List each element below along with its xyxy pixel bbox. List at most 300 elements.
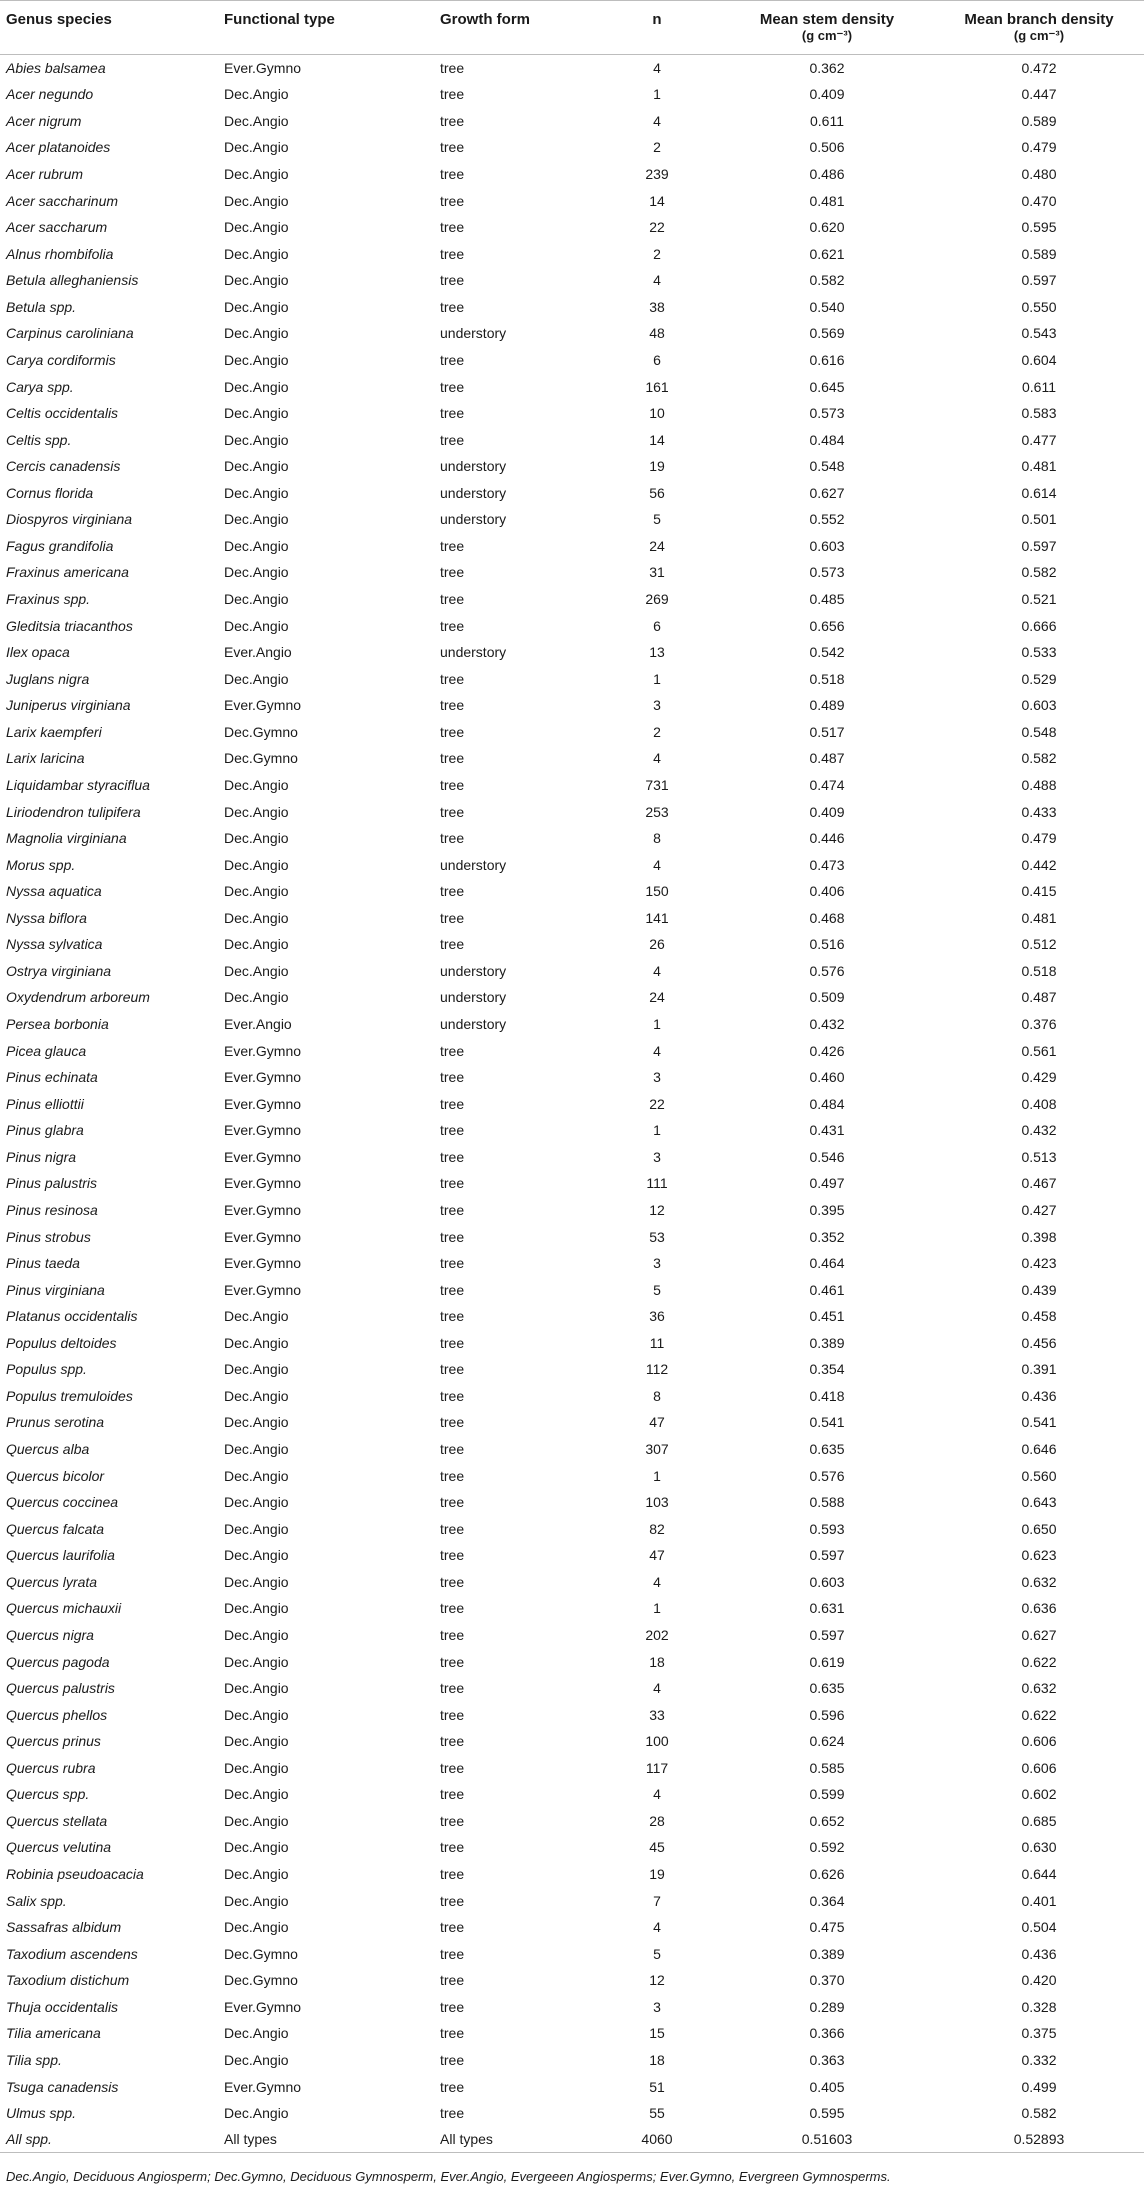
cell-mean-branch-density: 0.442 bbox=[1021, 856, 1057, 873]
cell-growth-form: tree bbox=[440, 139, 465, 156]
cell-mean-branch-density: 0.504 bbox=[1021, 1919, 1057, 1936]
cell-genus-species: Magnolia virginiana bbox=[6, 830, 127, 847]
cell-functional-type: Dec.Angio bbox=[224, 431, 289, 448]
cell-n: 11 bbox=[649, 1334, 665, 1351]
table-row bbox=[0, 1489, 1144, 1516]
cell-growth-form: tree bbox=[440, 272, 465, 289]
cell-mean-stem-density: 0.619 bbox=[809, 1653, 845, 1670]
cell-mean-stem-density: 0.364 bbox=[809, 1892, 845, 1909]
cell-mean-branch-density: 0.597 bbox=[1021, 537, 1057, 554]
cell-n: 2 bbox=[653, 139, 661, 156]
cell-functional-type: Dec.Angio bbox=[224, 803, 289, 820]
cell-genus-species: Quercus spp. bbox=[6, 1786, 90, 1803]
cell-mean-branch-density: 0.650 bbox=[1021, 1520, 1057, 1537]
cell-functional-type: Dec.Angio bbox=[224, 166, 289, 183]
header-mean-stem-density bbox=[720, 1, 934, 55]
cell-mean-stem-density: 0.418 bbox=[809, 1387, 845, 1404]
table-row bbox=[0, 134, 1144, 161]
cell-mean-stem-density: 0.485 bbox=[809, 591, 845, 608]
cell-mean-stem-density: 0.616 bbox=[809, 351, 845, 368]
cell-genus-species: Quercus falcata bbox=[6, 1520, 105, 1537]
cell-functional-type: Dec.Angio bbox=[224, 670, 289, 687]
cell-functional-type: Dec.Angio bbox=[224, 1839, 289, 1856]
cell-mean-branch-density: 0.488 bbox=[1021, 776, 1057, 793]
cell-mean-branch-density: 0.479 bbox=[1021, 830, 1057, 847]
cell-growth-form: tree bbox=[440, 1866, 465, 1883]
table-row bbox=[0, 1383, 1144, 1410]
cell-mean-stem-density: 0.541 bbox=[809, 1414, 845, 1431]
cell-functional-type: Dec.Angio bbox=[224, 192, 289, 209]
table-row bbox=[0, 1144, 1144, 1171]
cell-n: 7 bbox=[653, 1892, 661, 1909]
cell-genus-species: Nyssa biflora bbox=[6, 909, 87, 926]
cell-functional-type: Dec.Angio bbox=[224, 1600, 289, 1617]
cell-genus-species: Taxodium ascendens bbox=[6, 1945, 138, 1962]
cell-functional-type: Ever.Gymno bbox=[224, 1095, 302, 1112]
cell-mean-branch-density: 0.470 bbox=[1021, 192, 1057, 209]
cell-genus-species: Tilia americana bbox=[6, 2025, 101, 2042]
cell-genus-species: Nyssa sylvatica bbox=[6, 936, 103, 953]
cell-mean-stem-density: 0.621 bbox=[809, 245, 845, 262]
cell-n: 4 bbox=[653, 1786, 661, 1803]
cell-growth-form: tree bbox=[440, 1998, 465, 2015]
cell-mean-branch-density: 0.636 bbox=[1021, 1600, 1057, 1617]
table-row bbox=[0, 1250, 1144, 1277]
cell-growth-form: tree bbox=[440, 166, 465, 183]
cell-mean-stem-density: 0.576 bbox=[809, 1467, 845, 1484]
cell-n: 161 bbox=[645, 378, 669, 395]
cell-genus-species: Diospyros virginiana bbox=[6, 511, 133, 528]
cell-functional-type: Dec.Angio bbox=[224, 405, 289, 422]
cell-mean-stem-density: 0.409 bbox=[809, 803, 845, 820]
cell-growth-form: tree bbox=[440, 431, 465, 448]
cell-functional-type: Ever.Gymno bbox=[224, 1122, 302, 1139]
table-row bbox=[0, 1462, 1144, 1489]
cell-growth-form: tree bbox=[440, 803, 465, 820]
cell-mean-stem-density: 0.597 bbox=[809, 1626, 845, 1643]
cell-mean-stem-density: 0.585 bbox=[809, 1759, 845, 1776]
cell-genus-species: Juniperus virginiana bbox=[6, 697, 131, 714]
cell-growth-form: tree bbox=[440, 1786, 465, 1803]
cell-functional-type: Dec.Angio bbox=[224, 1334, 289, 1351]
cell-growth-form: tree bbox=[440, 1547, 465, 1564]
cell-mean-stem-density: 0.363 bbox=[809, 2051, 845, 2068]
cell-growth-form: tree bbox=[440, 776, 465, 793]
cell-mean-branch-density: 0.595 bbox=[1021, 219, 1057, 236]
cell-genus-species: Carpinus caroliniana bbox=[6, 325, 134, 342]
cell-genus-species: Fraxinus americana bbox=[6, 564, 129, 581]
table-row bbox=[0, 240, 1144, 267]
cell-n: 202 bbox=[645, 1626, 669, 1643]
cell-n: 15 bbox=[649, 2025, 665, 2042]
cell-n: 31 bbox=[649, 564, 665, 581]
cell-n: 24 bbox=[649, 537, 665, 554]
cell-n: 12 bbox=[649, 1972, 665, 1989]
cell-mean-branch-density: 0.401 bbox=[1021, 1892, 1057, 1909]
cell-functional-type: Dec.Angio bbox=[224, 1308, 289, 1325]
cell-mean-branch-density: 0.499 bbox=[1021, 2078, 1057, 2095]
cell-growth-form: tree bbox=[440, 591, 465, 608]
cell-growth-form: tree bbox=[440, 1069, 465, 1086]
cell-genus-species: Celtis occidentalis bbox=[6, 405, 119, 422]
cell-mean-stem-density: 0.592 bbox=[809, 1839, 845, 1856]
cell-n: 33 bbox=[649, 1706, 665, 1723]
cell-mean-stem-density: 0.352 bbox=[809, 1228, 845, 1245]
cell-genus-species: Quercus lyrata bbox=[6, 1573, 98, 1590]
cell-mean-stem-density: 0.451 bbox=[809, 1308, 845, 1325]
table-footnote: Dec.Angio, Deciduous Angiosperm; Dec.Gymno, Deciduous Gymnosperm, Ever.Angio, Evergeeen Angiosperms; Ever.Gymno, Evergreen Gymnosperms. bbox=[6, 2169, 891, 2185]
cell-genus-species: Juglans nigra bbox=[6, 670, 90, 687]
cell-mean-stem-density: 0.595 bbox=[809, 2105, 845, 2122]
cell-functional-type: Ever.Angio bbox=[224, 1016, 292, 1033]
cell-mean-branch-density: 0.632 bbox=[1021, 1573, 1057, 1590]
cell-mean-branch-density: 0.614 bbox=[1021, 484, 1057, 501]
cell-n: 5 bbox=[653, 1945, 661, 1962]
cell-n: 5 bbox=[653, 1281, 661, 1298]
cell-growth-form: tree bbox=[440, 1680, 465, 1697]
cell-genus-species: Salix spp. bbox=[6, 1892, 67, 1909]
cell-functional-type: Ever.Gymno bbox=[224, 1201, 302, 1218]
cell-mean-stem-density: 0.593 bbox=[809, 1520, 845, 1537]
cell-n: 4 bbox=[653, 60, 661, 77]
cell-n: 24 bbox=[649, 989, 665, 1006]
table-row bbox=[0, 2126, 1144, 2153]
cell-genus-species: Quercus michauxii bbox=[6, 1600, 122, 1617]
cell-mean-branch-density: 0.646 bbox=[1021, 1441, 1057, 1458]
cell-growth-form: tree bbox=[440, 1972, 465, 1989]
cell-mean-stem-density: 0.484 bbox=[809, 1095, 845, 1112]
cell-n: 8 bbox=[653, 830, 661, 847]
cell-growth-form: tree bbox=[440, 219, 465, 236]
table-row bbox=[0, 2047, 1144, 2074]
cell-functional-type: Ever.Gymno bbox=[224, 697, 302, 714]
cell-functional-type: Dec.Angio bbox=[224, 86, 289, 103]
cell-mean-branch-density: 0.589 bbox=[1021, 112, 1057, 129]
cell-n: 4 bbox=[653, 1919, 661, 1936]
cell-functional-type: Dec.Angio bbox=[224, 1759, 289, 1776]
cell-growth-form: tree bbox=[440, 1919, 465, 1936]
cell-genus-species: Taxodium distichum bbox=[6, 1972, 130, 1989]
cell-mean-branch-density: 0.439 bbox=[1021, 1281, 1057, 1298]
cell-mean-branch-density: 0.481 bbox=[1021, 458, 1057, 475]
table-row bbox=[0, 665, 1144, 692]
cell-mean-branch-density: 0.501 bbox=[1021, 511, 1057, 528]
cell-mean-stem-density: 0.631 bbox=[809, 1600, 845, 1617]
cell-growth-form: tree bbox=[440, 60, 465, 77]
table-row bbox=[0, 1197, 1144, 1224]
table-row bbox=[0, 267, 1144, 294]
cell-n: 103 bbox=[645, 1494, 669, 1511]
cell-mean-stem-density: 0.626 bbox=[809, 1866, 845, 1883]
cell-functional-type: Dec.Angio bbox=[224, 830, 289, 847]
cell-mean-stem-density: 0.652 bbox=[809, 1812, 845, 1829]
cell-functional-type: Dec.Gymno bbox=[224, 1972, 298, 1989]
cell-growth-form: tree bbox=[440, 1892, 465, 1909]
cell-functional-type: Ever.Gymno bbox=[224, 1998, 302, 2015]
cell-mean-stem-density: 0.409 bbox=[809, 86, 845, 103]
cell-mean-stem-density: 0.517 bbox=[809, 723, 845, 740]
cell-mean-branch-density: 0.391 bbox=[1021, 1361, 1057, 1378]
cell-n: 28 bbox=[649, 1812, 665, 1829]
cell-growth-form: tree bbox=[440, 192, 465, 209]
cell-functional-type: Dec.Angio bbox=[224, 1812, 289, 1829]
table-row bbox=[0, 1117, 1144, 1144]
table-row bbox=[0, 1994, 1144, 2021]
cell-n: 1 bbox=[653, 86, 661, 103]
cell-functional-type: Dec.Angio bbox=[224, 1441, 289, 1458]
cell-n: 4 bbox=[653, 962, 661, 979]
cell-growth-form: tree bbox=[440, 1945, 465, 1962]
cell-n: 45 bbox=[649, 1839, 665, 1856]
cell-n: 48 bbox=[649, 325, 665, 342]
cell-n: 4 bbox=[653, 1680, 661, 1697]
cell-mean-branch-density: 0.328 bbox=[1021, 1998, 1057, 2015]
cell-functional-type: Ever.Gymno bbox=[224, 1228, 302, 1245]
table-row bbox=[0, 1356, 1144, 1383]
cell-n: 1 bbox=[653, 1600, 661, 1617]
cell-growth-form: tree bbox=[440, 86, 465, 103]
cell-n: 307 bbox=[645, 1441, 669, 1458]
cell-mean-branch-density: 0.408 bbox=[1021, 1095, 1057, 1112]
cell-mean-stem-density: 0.552 bbox=[809, 511, 845, 528]
cell-n: 18 bbox=[649, 2051, 665, 2068]
cell-genus-species: Morus spp. bbox=[6, 856, 76, 873]
cell-mean-stem-density: 0.468 bbox=[809, 909, 845, 926]
table-row bbox=[0, 426, 1144, 453]
cell-mean-stem-density: 0.487 bbox=[809, 750, 845, 767]
table-row bbox=[0, 533, 1144, 560]
cell-n: 19 bbox=[649, 458, 665, 475]
cell-growth-form: tree bbox=[440, 909, 465, 926]
cell-genus-species: Acer rubrum bbox=[6, 166, 84, 183]
cell-functional-type: Ever.Gymno bbox=[224, 60, 302, 77]
cell-functional-type: Dec.Angio bbox=[224, 856, 289, 873]
table-row bbox=[0, 2100, 1144, 2127]
cell-functional-type: Dec.Angio bbox=[224, 989, 289, 1006]
cell-growth-form: tree bbox=[440, 537, 465, 554]
cell-genus-species: Larix kaempferi bbox=[6, 723, 102, 740]
cell-mean-stem-density: 0.542 bbox=[809, 644, 845, 661]
cell-mean-branch-density: 0.582 bbox=[1021, 564, 1057, 581]
table-row bbox=[0, 214, 1144, 241]
cell-genus-species: Cornus florida bbox=[6, 484, 94, 501]
cell-n: 6 bbox=[653, 617, 661, 634]
cell-functional-type: Dec.Angio bbox=[224, 1919, 289, 1936]
cell-mean-branch-density: 0.375 bbox=[1021, 2025, 1057, 2042]
cell-functional-type: Dec.Angio bbox=[224, 2105, 289, 2122]
cell-genus-species: Quercus nigra bbox=[6, 1626, 94, 1643]
cell-n: 14 bbox=[649, 431, 665, 448]
table-row bbox=[0, 1011, 1144, 1038]
cell-growth-form: tree bbox=[440, 1733, 465, 1750]
cell-functional-type: Dec.Angio bbox=[224, 458, 289, 475]
cell-functional-type: Dec.Gymno bbox=[224, 1945, 298, 1962]
cell-n: 2 bbox=[653, 245, 661, 262]
table-row bbox=[0, 1967, 1144, 1994]
cell-genus-species: Persea borbonia bbox=[6, 1016, 109, 1033]
table-row bbox=[0, 453, 1144, 480]
table-row bbox=[0, 1223, 1144, 1250]
table-row bbox=[0, 1755, 1144, 1782]
cell-genus-species: Quercus coccinea bbox=[6, 1494, 119, 1511]
cell-mean-stem-density: 0.406 bbox=[809, 883, 845, 900]
table-row bbox=[0, 1170, 1144, 1197]
cell-genus-species: Acer saccharum bbox=[6, 219, 108, 236]
cell-genus-species: Oxydendrum arboreum bbox=[6, 989, 150, 1006]
cell-n: 3 bbox=[653, 1069, 661, 1086]
cell-mean-branch-density: 0.427 bbox=[1021, 1201, 1057, 1218]
cell-genus-species: Tilia spp. bbox=[6, 2051, 62, 2068]
table-row bbox=[0, 1648, 1144, 1675]
cell-n: 1 bbox=[653, 1122, 661, 1139]
cell-genus-species: Fraxinus spp. bbox=[6, 591, 91, 608]
cell-genus-species: Picea glauca bbox=[6, 1042, 87, 1059]
cell-mean-stem-density: 0.656 bbox=[809, 617, 845, 634]
cell-mean-branch-density: 0.480 bbox=[1021, 166, 1057, 183]
cell-genus-species: Platanus occidentalis bbox=[6, 1308, 138, 1325]
cell-genus-species: Liriodendron tulipifera bbox=[6, 803, 141, 820]
cell-functional-type: Dec.Angio bbox=[224, 1680, 289, 1697]
cell-n: 36 bbox=[649, 1308, 665, 1325]
table-row bbox=[0, 108, 1144, 135]
cell-mean-branch-density: 0.603 bbox=[1021, 697, 1057, 714]
cell-genus-species: Sassafras albidum bbox=[6, 1919, 122, 1936]
cell-n: 253 bbox=[645, 803, 669, 820]
cell-mean-branch-density: 0.487 bbox=[1021, 989, 1057, 1006]
cell-genus-species: Thuja occidentalis bbox=[6, 1998, 119, 2015]
cell-mean-branch-density: 0.582 bbox=[1021, 2105, 1057, 2122]
cell-growth-form: understory bbox=[440, 644, 507, 661]
cell-mean-branch-density: 0.548 bbox=[1021, 723, 1057, 740]
table-row bbox=[0, 2020, 1144, 2047]
cell-mean-branch-density: 0.550 bbox=[1021, 298, 1057, 315]
cell-mean-branch-density: 0.423 bbox=[1021, 1255, 1057, 1272]
table-row bbox=[0, 1675, 1144, 1702]
cell-growth-form: tree bbox=[440, 1122, 465, 1139]
cell-functional-type: Dec.Angio bbox=[224, 484, 289, 501]
cell-n: 141 bbox=[645, 909, 669, 926]
cell-mean-stem-density: 0.540 bbox=[809, 298, 845, 315]
table-row bbox=[0, 1037, 1144, 1064]
cell-mean-branch-density: 0.533 bbox=[1021, 644, 1057, 661]
cell-mean-branch-density: 0.518 bbox=[1021, 962, 1057, 979]
cell-growth-form: tree bbox=[440, 1812, 465, 1829]
cell-growth-form: tree bbox=[440, 112, 465, 129]
table-row bbox=[0, 984, 1144, 1011]
cell-growth-form: understory bbox=[440, 484, 507, 501]
cell-mean-stem-density: 0.576 bbox=[809, 962, 845, 979]
table-body bbox=[0, 55, 1144, 2153]
cell-functional-type: Ever.Gymno bbox=[224, 1148, 302, 1165]
cell-mean-branch-density: 0.456 bbox=[1021, 1334, 1057, 1351]
cell-mean-branch-density: 0.436 bbox=[1021, 1387, 1057, 1404]
cell-genus-species: All spp. bbox=[0, 2126, 218, 2153]
cell-genus-species: Populus spp. bbox=[6, 1361, 87, 1378]
table-row bbox=[0, 1701, 1144, 1728]
cell-growth-form: tree bbox=[440, 1520, 465, 1537]
cell-n: 53 bbox=[649, 1228, 665, 1245]
cell-mean-stem-density: 0.645 bbox=[809, 378, 845, 395]
cell-mean-branch-density: 0.436 bbox=[1021, 1945, 1057, 1962]
cell-n: 22 bbox=[649, 1095, 665, 1112]
cell-mean-branch-density: 0.472 bbox=[1021, 60, 1057, 77]
header-genus-species: Genus species bbox=[0, 1, 218, 55]
cell-growth-form: tree bbox=[440, 670, 465, 687]
cell-n: 1 bbox=[653, 670, 661, 687]
header-branch-unit: (g cm⁻³) bbox=[1013, 28, 1065, 43]
cell-mean-branch-density: 0.583 bbox=[1021, 405, 1057, 422]
cell-mean-branch-density: 0.467 bbox=[1021, 1175, 1057, 1192]
table-row bbox=[0, 1409, 1144, 1436]
cell-mean-stem-density: 0.446 bbox=[809, 830, 845, 847]
cell-n: 14 bbox=[649, 192, 665, 209]
cell-functional-type: Dec.Gymno bbox=[224, 723, 298, 740]
table-row bbox=[0, 905, 1144, 932]
cell-n: 55 bbox=[649, 2105, 665, 2122]
table-row bbox=[0, 480, 1144, 507]
cell-n: 18 bbox=[649, 1653, 665, 1670]
cell-growth-form: tree bbox=[440, 2105, 465, 2122]
table-row bbox=[0, 745, 1144, 772]
table-row bbox=[0, 1781, 1144, 1808]
cell-mean-stem-density: 0.426 bbox=[809, 1042, 845, 1059]
cell-growth-form: tree bbox=[440, 1573, 465, 1590]
cell-growth-form: tree bbox=[440, 1255, 465, 1272]
cell-mean-branch-density: 0.561 bbox=[1021, 1042, 1057, 1059]
cell-mean-stem-density: 0.405 bbox=[809, 2078, 845, 2095]
cell-mean-stem-density: 0.635 bbox=[809, 1680, 845, 1697]
table-row bbox=[0, 55, 1144, 82]
cell-genus-species: Quercus stellata bbox=[6, 1812, 108, 1829]
cell-genus-species: Betula spp. bbox=[6, 298, 77, 315]
table-row bbox=[0, 1861, 1144, 1888]
cell-n: 47 bbox=[649, 1414, 665, 1431]
cell-functional-type: Dec.Angio bbox=[224, 962, 289, 979]
cell-n: 47 bbox=[649, 1547, 665, 1564]
table-row bbox=[0, 294, 1144, 321]
cell-functional-type: Dec.Angio bbox=[224, 883, 289, 900]
cell-genus-species: Pinus palustris bbox=[6, 1175, 98, 1192]
cell-genus-species: Pinus virginiana bbox=[6, 1281, 105, 1298]
cell-growth-form: tree bbox=[440, 1441, 465, 1458]
cell-functional-type: Dec.Angio bbox=[224, 112, 289, 129]
cell-genus-species: Nyssa aquatica bbox=[6, 883, 102, 900]
cell-genus-species: Quercus laurifolia bbox=[6, 1547, 115, 1564]
cell-mean-branch-density: 0.52893 bbox=[934, 2126, 1144, 2153]
cell-mean-stem-density: 0.473 bbox=[809, 856, 845, 873]
cell-functional-type: Dec.Angio bbox=[224, 511, 289, 528]
cell-mean-branch-density: 0.630 bbox=[1021, 1839, 1057, 1856]
cell-genus-species: Alnus rhombifolia bbox=[6, 245, 114, 262]
cell-functional-type: Dec.Angio bbox=[224, 1706, 289, 1723]
cell-n: 111 bbox=[646, 1175, 668, 1192]
cell-genus-species: Carya spp. bbox=[6, 378, 74, 395]
cell-genus-species: Quercus prinus bbox=[6, 1733, 101, 1750]
cell-mean-branch-density: 0.643 bbox=[1021, 1494, 1057, 1511]
header-stem-unit: (g cm⁻³) bbox=[801, 28, 853, 43]
header-row bbox=[0, 1, 1144, 55]
cell-genus-species: Liquidambar styraciflua bbox=[6, 776, 150, 793]
table-row bbox=[0, 1595, 1144, 1622]
table-row bbox=[0, 1887, 1144, 1914]
cell-n: 38 bbox=[649, 298, 665, 315]
cell-mean-branch-density: 0.622 bbox=[1021, 1706, 1057, 1723]
cell-mean-stem-density: 0.432 bbox=[809, 1016, 845, 1033]
cell-growth-form: tree bbox=[440, 1626, 465, 1643]
cell-genus-species: Quercus rubra bbox=[6, 1759, 96, 1776]
cell-growth-form: tree bbox=[440, 1653, 465, 1670]
cell-growth-form: tree bbox=[440, 1308, 465, 1325]
